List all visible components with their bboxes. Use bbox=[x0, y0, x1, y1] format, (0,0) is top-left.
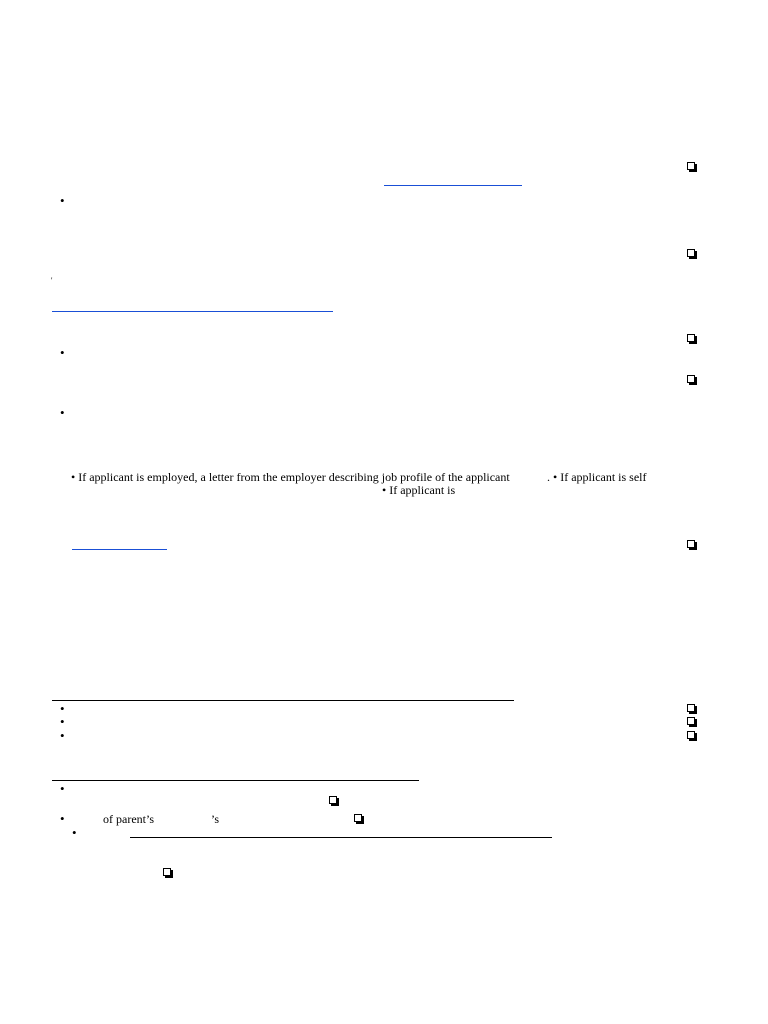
parent-text-a: of parent’s bbox=[103, 812, 154, 826]
applicant-is-line: • If applicant is bbox=[382, 483, 456, 497]
self-employed-line: . • If applicant is self bbox=[547, 470, 647, 484]
checkbox-icon[interactable] bbox=[329, 796, 337, 804]
bullet-icon: • bbox=[60, 728, 65, 743]
checkbox-icon[interactable] bbox=[687, 704, 695, 712]
stray-mark: ' bbox=[51, 276, 53, 285]
checkbox-icon[interactable] bbox=[687, 375, 695, 383]
employed-line: • If applicant is employed, a letter from the employer describing job profile of the applicant bbox=[71, 470, 510, 484]
checkbox-icon[interactable] bbox=[687, 540, 695, 548]
bullet-icon: • bbox=[60, 781, 65, 796]
bullet-icon: • bbox=[60, 405, 65, 420]
hyperlink[interactable] bbox=[52, 311, 333, 312]
bullet-icon: • bbox=[60, 811, 65, 826]
checkbox-icon[interactable] bbox=[687, 731, 695, 739]
bullet-icon: • bbox=[60, 345, 65, 360]
checkbox-icon[interactable] bbox=[687, 717, 695, 725]
bullet-icon: • bbox=[60, 193, 65, 208]
bullet-icon: • bbox=[60, 701, 65, 716]
checkbox-icon[interactable] bbox=[163, 868, 171, 876]
checkbox-icon[interactable] bbox=[687, 334, 695, 342]
hyperlink[interactable] bbox=[384, 185, 522, 186]
bullet-icon: • bbox=[72, 825, 77, 840]
bullet-icon: • bbox=[60, 714, 65, 729]
checkbox-icon[interactable] bbox=[687, 162, 695, 170]
checkbox-icon[interactable] bbox=[354, 814, 362, 822]
section-rule bbox=[52, 700, 514, 701]
hyperlink[interactable] bbox=[72, 549, 167, 550]
checkbox-icon[interactable] bbox=[687, 249, 695, 257]
section-rule bbox=[130, 837, 552, 838]
parent-text-b: ’s bbox=[211, 812, 220, 826]
section-rule bbox=[52, 780, 419, 781]
